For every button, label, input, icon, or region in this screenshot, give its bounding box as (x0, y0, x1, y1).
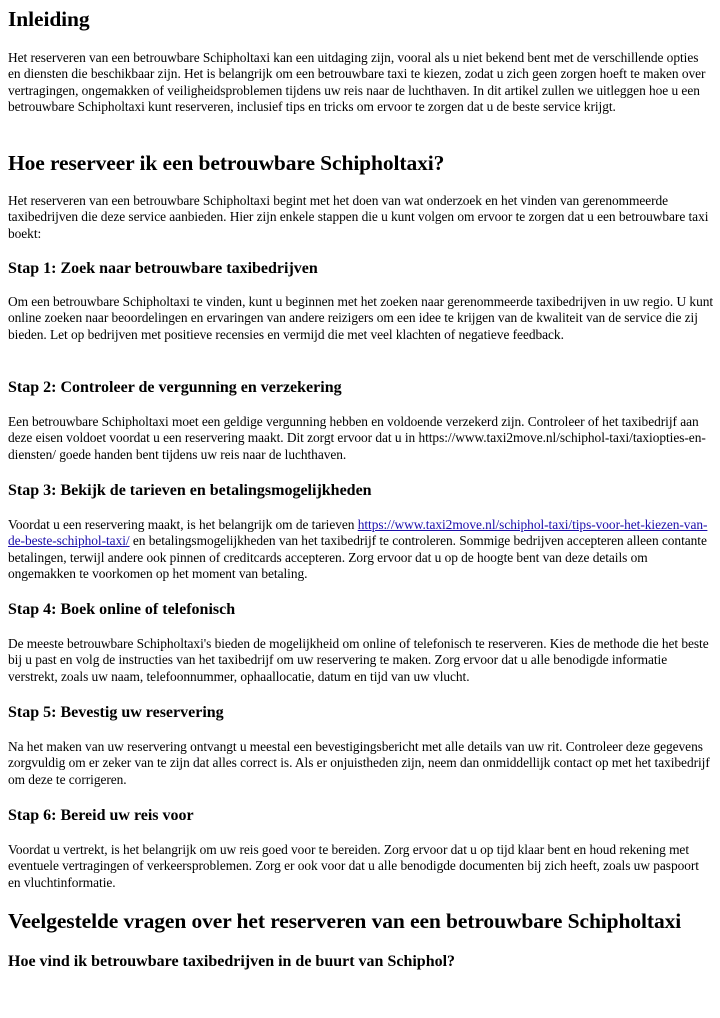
how-heading: Hoe reserveer ik een betrouwbare Schipholtaxi? (8, 151, 445, 175)
tips-link[interactable]: https://www.taxi2move.nl/schiphol-taxi/tips-voor-het-kiezen-van-de-beste-schiphol-taxi/ (8, 517, 708, 549)
step6-paragraph: Voordat u vertrekt, is het belangrijk om uw reis goed voor te bereiden. Zorg ervoor dat u op tijd klaar bent en houd rekening met eventuele vertragingen of verkeersproblemen. Zorg er ook voor dat u alle benodigde documenten bij zich heeft, zoals uw paspoort en vluchtinformatie. (8, 842, 699, 890)
step5-heading: Stap 5: Bevestig uw reservering (8, 704, 224, 721)
step3-heading: Stap 3: Bekijk de tarieven en betalingsmogelijkheden (8, 482, 372, 499)
step3-text-before-link: Voordat u een reservering maakt, is het belangrijk om de tarieven (8, 517, 358, 532)
step3-paragraph (8, 517, 714, 583)
step4-paragraph: De meeste betrouwbare Schipholtaxi's bieden de mogelijkheid om online of telefonisch te reserveren. Kies de methode die het beste bij u past en volg de instructies van het taxibedrijf om uw reservering te maken. Zorg ervoor dat u alle benodigde informatie verstrekt, zoals uw naam, telefoonnummer, ophaallocatie, datum en tijd van uw vlucht. (8, 636, 709, 684)
step2-paragraph: Een betrouwbare Schipholtaxi moet een geldige vergunning hebben en voldoende verzekerd zijn. Controleer of het taxibedrijf aan deze eisen voldoet voordat u een reservering maakt. Dit zorgt ervoor dat u in https://www.taxi2move.nl/schiphol-taxi/taxiopties-en-diensten/ goede handen bent tijdens uw reis naar de luchthaven. (8, 414, 706, 462)
step3-text-after-link: en betalingsmogelijkheden van het taxibedrijf te controleren. Sommige bedrijven accepteren alleen contante betalingen, terwijl andere ook pinnen of creditcards accepteren. Zorg ervoor dat u op de hoogte bent van deze details om ongemakken te voorkomen op het moment van betaling. (8, 533, 707, 582)
faq-heading: Veelgestelde vragen over het reserveren van een betrouwbare Schipholtaxi (8, 909, 682, 933)
how-paragraph: Het reserveren van een betrouwbare Schipholtaxi begint met het doen van wat onderzoek en het vinden van gerenommeerde taxibedrijven die deze service aanbieden. Hier zijn enkele stappen die u kunt volgen om ervoor te zorgen dat u een betrouwbare taxi boekt: (8, 193, 709, 241)
step5-paragraph: Na het maken van uw reservering ontvangt u meestal een bevestigingsbericht met alle details van uw rit. Controleer deze gegevens zorgvuldig om er zeker van te zijn dat alles correct is. Als er onjuistheden zijn, neem dan onmiddellijk contact op met het taxibedrijf om deze te corrigeren. (8, 739, 710, 787)
intro-heading: Inleiding (8, 7, 90, 31)
step1-paragraph: Om een betrouwbare Schipholtaxi te vinden, kunt u beginnen met het zoeken naar gerenommeerde taxibedrijven in uw regio. U kunt online zoeken naar beoordelingen en ervaringen van andere reizigers om een idee te krijgen van de kwaliteit van de service die zij bieden. Let op bedrijven met positieve recensies en vermijd die met veel klachten of negatieve feedback. (8, 294, 714, 342)
step1-heading: Stap 1: Zoek naar betrouwbare taxibedrijven (8, 260, 318, 277)
faq-question-1: Hoe vind ik betrouwbare taxibedrijven in de buurt van Schiphol? (8, 953, 456, 970)
intro-paragraph: Het reserveren van een betrouwbare Schipholtaxi kan een uitdaging zijn, vooral als u niet bekend bent met de verschillende opties en diensten die beschikbaar zijn. Het is belangrijk om een betrouwbare taxi te kiezen, zodat u zich geen zorgen hoeft te maken over vertragingen, ongemakken of veiligheidsproblemen tijdens uw reis naar de luchthaven. In dit artikel zullen we uitleggen hoe u een betrouwbare Schipholtaxi kunt reserveren, inclusief tips en tricks om ervoor te zorgen dat u de beste service krijgt. (8, 50, 706, 115)
step2-heading: Stap 2: Controleer de vergunning en verzekering (8, 379, 342, 396)
step6-heading: Stap 6: Bereid uw reis voor (8, 807, 194, 824)
step4-heading: Stap 4: Boek online of telefonisch (8, 601, 236, 618)
